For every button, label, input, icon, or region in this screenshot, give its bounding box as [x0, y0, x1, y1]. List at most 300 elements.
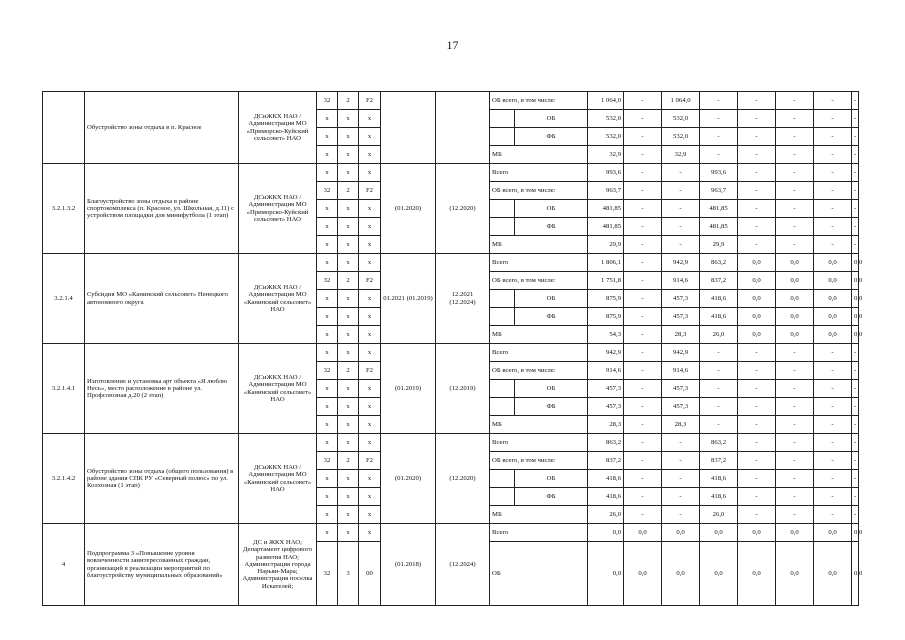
table-row [43, 254, 859, 272]
value-cell: 418,6 [700, 470, 738, 488]
value-cell: - [624, 218, 662, 236]
value-cell: - [776, 470, 814, 488]
row-responsible: ДСиЖКХ НАО / Администрация МО «Канинский сельсовет» НАО [239, 344, 317, 434]
source-label: ОБ [515, 380, 588, 398]
value-cell: - [624, 434, 662, 452]
value-cell: 0,0 [624, 542, 662, 606]
budget-code-cell: x [317, 146, 338, 164]
value-cell: 0,0 [814, 542, 852, 606]
value-cell: 26,0 [700, 326, 738, 344]
value-cell: 0,0 [662, 524, 700, 542]
budget-table-body [43, 92, 863, 606]
row-code [43, 92, 85, 164]
value-cell: - [776, 92, 814, 110]
value-cell: 418,6 [700, 488, 738, 506]
value-cell: 481,85 [700, 218, 738, 236]
value-cell: 0,0 [776, 308, 814, 326]
page-number: 17 [446, 38, 459, 52]
value-cell: 1 806,1 [588, 254, 624, 272]
budget-code-cell: 32 [317, 452, 338, 470]
row-name: Благоустройство зоны отдыха в районе спортокомплекса (п. Красное, ул. Школьная, д.11) с устройством площадки для минифутбола (1 этап) [85, 164, 239, 254]
value-cell: 29,9 [588, 236, 624, 254]
value-cell: 418,6 [588, 488, 624, 506]
row-end-date: 12.2021 (12.2024) [436, 254, 490, 344]
value-cell: 993,6 [700, 164, 738, 182]
budget-code-cell: x [317, 380, 338, 398]
value-cell: 942,9 [588, 344, 624, 362]
value-cell: 0,0 [852, 290, 859, 308]
value-cell: 837,2 [588, 452, 624, 470]
source-label: МБ [490, 236, 588, 254]
value-cell: 0,0 [776, 524, 814, 542]
value-cell: 0,0 [776, 542, 814, 606]
source-label: ОБ всего, в том числе: [490, 362, 588, 380]
source-label: ФБ [515, 218, 588, 236]
value-cell: - [814, 344, 852, 362]
value-cell: 993,6 [588, 164, 624, 182]
value-cell: - [662, 164, 700, 182]
budget-code-cell: x [338, 434, 359, 452]
row-name: Обустройство зоны отдыха (общего пользования) в районе здания СПК РУ «Северный полюс» по ул. Колхозная (1 этап) [85, 434, 239, 524]
budget-code-cell: x [359, 110, 381, 128]
row-code: 3.2.1.4.2 [43, 434, 85, 524]
value-cell: - [738, 200, 776, 218]
value-cell: - [852, 92, 859, 110]
value-cell: 963,7 [588, 182, 624, 200]
source-label: ОБ [515, 290, 588, 308]
source-label: ФБ [515, 128, 588, 146]
budget-code-cell: x [359, 524, 381, 542]
value-cell: 457,3 [662, 308, 700, 326]
value-cell: 837,2 [700, 452, 738, 470]
value-cell: 457,3 [662, 398, 700, 416]
budget-code-cell: x [338, 380, 359, 398]
value-cell: - [814, 398, 852, 416]
value-cell: 914,6 [662, 362, 700, 380]
source-label: ФБ [515, 488, 588, 506]
source-label: Всего [490, 434, 588, 452]
budget-code-cell: x [359, 308, 381, 326]
value-cell: 457,3 [588, 380, 624, 398]
row-name: Обустройство зоны отдыха в п. Красное [85, 92, 239, 164]
value-cell: - [662, 236, 700, 254]
budget-code-cell: x [338, 146, 359, 164]
value-cell: - [776, 506, 814, 524]
value-cell: - [624, 488, 662, 506]
value-cell: 0,0 [852, 272, 859, 290]
source-label: Всего [490, 254, 588, 272]
value-cell: 0,0 [814, 524, 852, 542]
value-cell: - [624, 416, 662, 434]
value-cell: - [662, 434, 700, 452]
value-cell: 0,0 [738, 524, 776, 542]
source-indent-cell [490, 200, 515, 218]
source-label: ОБ всего, в том числе: [490, 182, 588, 200]
value-cell: - [852, 488, 859, 506]
value-cell: 457,3 [662, 290, 700, 308]
value-cell: 532,0 [662, 128, 700, 146]
value-cell: - [776, 182, 814, 200]
source-label: ФБ [515, 308, 588, 326]
budget-code-cell: x [338, 110, 359, 128]
source-label: Всего [490, 164, 588, 182]
value-cell: 0,0 [852, 326, 859, 344]
budget-code-cell: x [359, 344, 381, 362]
budget-code-cell: x [338, 524, 359, 542]
value-cell: - [814, 362, 852, 380]
value-cell: - [776, 218, 814, 236]
budget-code-cell: x [359, 434, 381, 452]
budget-code-cell: F2 [359, 182, 381, 200]
value-cell: - [624, 326, 662, 344]
value-cell: - [700, 128, 738, 146]
value-cell: 0,0 [852, 254, 859, 272]
budget-code-cell: F2 [359, 272, 381, 290]
budget-code-cell: x [359, 164, 381, 182]
value-cell: 863,2 [588, 434, 624, 452]
source-indent-cell [490, 470, 515, 488]
value-cell: 0,0 [738, 326, 776, 344]
value-cell: 1 064,0 [662, 92, 700, 110]
budget-code-cell: x [317, 236, 338, 254]
budget-code-cell: x [317, 470, 338, 488]
value-cell: - [738, 506, 776, 524]
row-end-date: (12.2020) [436, 434, 490, 524]
value-cell: 532,0 [588, 128, 624, 146]
value-cell: 481,85 [588, 218, 624, 236]
value-cell: 418,6 [700, 290, 738, 308]
value-cell: 457,3 [588, 398, 624, 416]
budget-code-cell: x [359, 506, 381, 524]
value-cell: - [814, 488, 852, 506]
budget-code-cell: x [359, 218, 381, 236]
budget-code-cell: x [317, 200, 338, 218]
value-cell: 863,2 [700, 434, 738, 452]
budget-code-cell: x [359, 146, 381, 164]
value-cell: - [624, 470, 662, 488]
source-label: МБ [490, 506, 588, 524]
budget-code-cell: x [338, 398, 359, 416]
value-cell: - [624, 506, 662, 524]
source-label: ОБ [490, 542, 588, 606]
value-cell: - [700, 416, 738, 434]
value-cell: - [738, 236, 776, 254]
value-cell: 29,9 [700, 236, 738, 254]
budget-code-cell: x [317, 326, 338, 344]
value-cell: 875,9 [588, 290, 624, 308]
row-code: 4 [43, 524, 85, 606]
value-cell: - [852, 362, 859, 380]
value-cell: - [852, 416, 859, 434]
value-cell: 914,6 [588, 362, 624, 380]
row-start-date: (01.2020) [381, 164, 436, 254]
value-cell: 0,0 [700, 524, 738, 542]
value-cell: - [776, 434, 814, 452]
value-cell: - [662, 506, 700, 524]
budget-code-cell: x [338, 344, 359, 362]
row-start-date: (01.2019) [381, 344, 436, 434]
value-cell: - [700, 110, 738, 128]
budget-code-cell: x [359, 128, 381, 146]
budget-code-cell: 2 [338, 452, 359, 470]
value-cell: 26,0 [700, 506, 738, 524]
value-cell: - [624, 182, 662, 200]
source-label: ОБ [515, 200, 588, 218]
row-start-date [381, 92, 436, 164]
row-code: 3.2.1.4.1 [43, 344, 85, 434]
value-cell: - [814, 380, 852, 398]
budget-code-cell: F2 [359, 92, 381, 110]
value-cell: - [738, 488, 776, 506]
value-cell: - [814, 236, 852, 254]
value-cell: 0,0 [738, 308, 776, 326]
budget-code-cell: x [338, 236, 359, 254]
value-cell: - [662, 488, 700, 506]
value-cell: - [624, 344, 662, 362]
row-name: Субсидия МО «Канинский сельсовет» Ненецкого автономного округа [85, 254, 239, 344]
value-cell: - [852, 182, 859, 200]
budget-code-cell: x [338, 200, 359, 218]
source-indent-cell [490, 398, 515, 416]
budget-code-cell: x [317, 254, 338, 272]
value-cell: - [776, 416, 814, 434]
value-cell: 0,0 [814, 254, 852, 272]
source-label: ОБ всего, в том числе: [490, 272, 588, 290]
source-label: ОБ всего, в том числе: [490, 452, 588, 470]
budget-code-cell: 32 [317, 182, 338, 200]
value-cell: - [624, 146, 662, 164]
source-label: ОБ всего, в том числе: [490, 92, 588, 110]
value-cell: - [624, 200, 662, 218]
value-cell: 0,0 [776, 326, 814, 344]
value-cell: - [814, 470, 852, 488]
value-cell: - [738, 128, 776, 146]
value-cell: - [662, 452, 700, 470]
value-cell: - [852, 380, 859, 398]
source-label: МБ [490, 146, 588, 164]
value-cell: - [852, 128, 859, 146]
budget-code-cell: F2 [359, 362, 381, 380]
budget-code-cell: x [359, 254, 381, 272]
value-cell: - [662, 218, 700, 236]
value-cell: 0,0 [814, 308, 852, 326]
value-cell: 532,0 [662, 110, 700, 128]
value-cell: - [776, 110, 814, 128]
row-end-date [436, 92, 490, 164]
budget-code-cell: x [338, 470, 359, 488]
value-cell: - [814, 110, 852, 128]
value-cell: - [624, 290, 662, 308]
budget-code-cell: x [338, 164, 359, 182]
source-label: Всего [490, 524, 588, 542]
value-cell: - [624, 398, 662, 416]
budget-code-cell: x [359, 416, 381, 434]
source-indent-cell [490, 218, 515, 236]
value-cell: - [776, 380, 814, 398]
value-cell: - [852, 434, 859, 452]
value-cell: - [776, 200, 814, 218]
budget-code-cell: x [359, 200, 381, 218]
budget-code-cell: x [317, 110, 338, 128]
value-cell: - [700, 380, 738, 398]
table-row [43, 434, 859, 452]
budget-code-cell: x [338, 128, 359, 146]
row-responsible: ДСиЖКХ НАО / Администрация МО «Канинский сельсовет» НАО [239, 254, 317, 344]
budget-code-cell: x [317, 164, 338, 182]
budget-code-cell: F2 [359, 452, 381, 470]
value-cell: - [852, 164, 859, 182]
value-cell: - [852, 506, 859, 524]
value-cell: 457,3 [662, 380, 700, 398]
budget-code-cell: x [317, 524, 338, 542]
value-cell: - [852, 470, 859, 488]
value-cell: 0,0 [662, 542, 700, 606]
budget-code-cell: x [317, 398, 338, 416]
source-indent-cell [490, 488, 515, 506]
value-cell: - [814, 506, 852, 524]
source-indent-cell [490, 308, 515, 326]
value-cell: 28,3 [588, 416, 624, 434]
value-cell: 418,6 [588, 470, 624, 488]
budget-code-cell: x [317, 218, 338, 236]
row-end-date: (12.2024) [436, 524, 490, 606]
value-cell: - [776, 164, 814, 182]
value-cell: - [738, 470, 776, 488]
row-code: 3.2.1.3.2 [43, 164, 85, 254]
budget-code-cell: x [317, 416, 338, 434]
value-cell: - [624, 92, 662, 110]
row-responsible: ДСиЖКХ НАО / Администрация МО «Приморско-Куйский сельсовет» НАО [239, 164, 317, 254]
value-cell: 0,0 [776, 290, 814, 308]
value-cell: - [852, 452, 859, 470]
budget-code-cell: 32 [317, 92, 338, 110]
source-label: ОБ [515, 470, 588, 488]
value-cell: - [776, 362, 814, 380]
source-label: МБ [490, 416, 588, 434]
value-cell: - [814, 128, 852, 146]
budget-code-cell: x [338, 290, 359, 308]
row-responsible: ДС и ЖКХ НАО; Департамент цифрового развития НАО; Администрация города Нарьян-Мара; Администрация поселка Искателей; [239, 524, 317, 606]
budget-code-cell: x [338, 488, 359, 506]
value-cell: - [738, 182, 776, 200]
value-cell: 942,9 [662, 344, 700, 362]
row-responsible: ДСиЖКХ НАО / Администрация МО «Канинский сельсовет» НАО [239, 434, 317, 524]
value-cell: - [624, 272, 662, 290]
budget-code-cell: x [338, 506, 359, 524]
value-cell: - [776, 452, 814, 470]
value-cell: - [738, 380, 776, 398]
value-cell: - [814, 182, 852, 200]
budget-code-cell: 2 [338, 362, 359, 380]
value-cell: 0,0 [776, 254, 814, 272]
budget-code-cell: 2 [338, 272, 359, 290]
value-cell: - [700, 146, 738, 164]
value-cell: - [738, 218, 776, 236]
table-row [43, 524, 859, 542]
value-cell: 0,0 [700, 542, 738, 606]
value-cell: 28,3 [662, 326, 700, 344]
value-cell: 481,85 [588, 200, 624, 218]
source-indent-cell [490, 290, 515, 308]
value-cell: 863,2 [700, 254, 738, 272]
source-indent-cell [490, 110, 515, 128]
value-cell: 0,0 [738, 254, 776, 272]
value-cell: - [814, 218, 852, 236]
budget-code-cell: x [317, 290, 338, 308]
value-cell: - [776, 236, 814, 254]
budget-code-cell: x [317, 344, 338, 362]
source-label: Всего [490, 344, 588, 362]
row-responsible: ДСиЖКХ НАО / Администрация МО «Приморско-Куйский сельсовет» НАО [239, 92, 317, 164]
value-cell: 914,6 [662, 272, 700, 290]
value-cell: 942,9 [662, 254, 700, 272]
budget-code-cell: x [359, 470, 381, 488]
budget-code-cell: x [338, 254, 359, 272]
value-cell: - [662, 182, 700, 200]
source-indent-cell [490, 380, 515, 398]
value-cell: 26,0 [588, 506, 624, 524]
value-cell: - [738, 92, 776, 110]
budget-code-cell: 2 [338, 182, 359, 200]
value-cell: - [738, 398, 776, 416]
budget-code-cell: 3 [338, 542, 359, 606]
row-name: Подпрограмма 3 «Повышение уровня вовлеченности заинтересованных граждан, организаций в реализации мероприятий по благоустройству муниципальных образований» [85, 524, 239, 606]
budget-code-cell: x [317, 128, 338, 146]
value-cell: - [738, 344, 776, 362]
row-code: 3.2.1.4 [43, 254, 85, 344]
value-cell: 0,0 [624, 524, 662, 542]
value-cell: 875,9 [588, 308, 624, 326]
value-cell: - [814, 200, 852, 218]
row-start-date: (01.2020) [381, 434, 436, 524]
budget-code-cell: 2 [338, 92, 359, 110]
table-row [43, 164, 859, 182]
value-cell: - [700, 92, 738, 110]
value-cell: 0,0 [776, 272, 814, 290]
value-cell: 54,3 [588, 326, 624, 344]
value-cell: - [624, 308, 662, 326]
value-cell: - [776, 128, 814, 146]
budget-code-cell: x [338, 308, 359, 326]
budget-code-cell: x [359, 326, 381, 344]
budget-code-cell: 32 [317, 272, 338, 290]
value-cell: - [814, 452, 852, 470]
source-label: ФБ [515, 398, 588, 416]
value-cell: 963,7 [700, 182, 738, 200]
value-cell: - [662, 470, 700, 488]
value-cell: - [814, 416, 852, 434]
value-cell: - [738, 362, 776, 380]
value-cell: 418,6 [700, 308, 738, 326]
value-cell: - [852, 200, 859, 218]
value-cell: 32,9 [588, 146, 624, 164]
budget-code-cell: x [317, 506, 338, 524]
value-cell: - [738, 434, 776, 452]
value-cell: 32,9 [662, 146, 700, 164]
budget-code-cell: x [359, 236, 381, 254]
value-cell: 28,3 [662, 416, 700, 434]
value-cell: - [624, 110, 662, 128]
source-label: ОБ [515, 110, 588, 128]
value-cell: 481,85 [700, 200, 738, 218]
value-cell: 0,0 [852, 524, 859, 542]
value-cell: 1 064,0 [588, 92, 624, 110]
value-cell: 1 751,8 [588, 272, 624, 290]
budget-code-cell: x [338, 416, 359, 434]
value-cell: 0,0 [814, 326, 852, 344]
budget-code-cell: x [317, 434, 338, 452]
value-cell: 0,0 [852, 542, 859, 606]
